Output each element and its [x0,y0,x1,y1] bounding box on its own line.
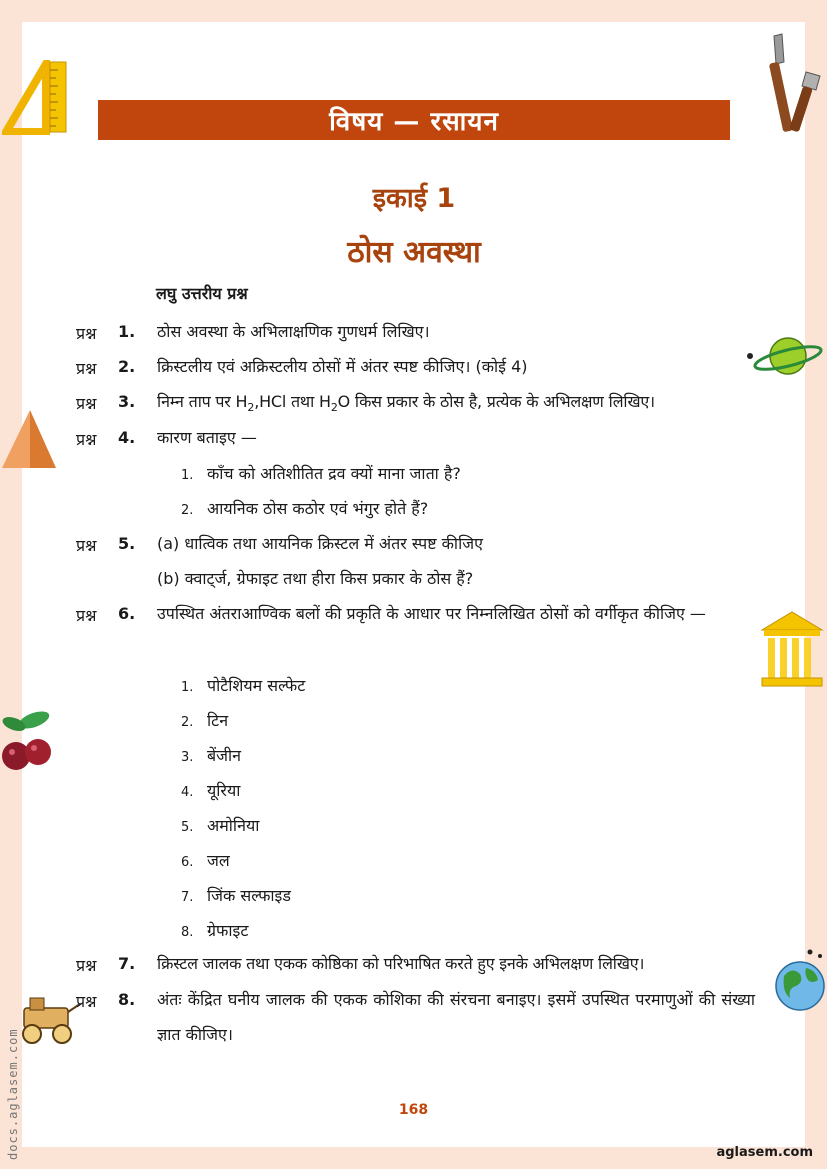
question-label: प्रश्न [76,536,97,555]
fruit-icon [0,706,56,778]
question-text: क्रिस्टलीय एवं अक्रिस्टलीय ठोसों में अंतर स्पष्ट कीजिए। (कोई 4) [157,357,528,376]
sub-item: 6. जल [181,851,230,870]
page-number: 168 [398,1102,429,1118]
question-text-b: (b) क्वाट्‌र्ज, ग्रेफाइट तथा हीरा किस प्रकार के ठोस हैं? [157,569,474,588]
question-number: 4. [118,428,136,447]
sub-item: 8. ग्रेफाइट [181,921,249,940]
question-text: उपस्थित अंतराआण्विक बलों की प्रकृति के आधार पर निम्नलिखित ठोसों को वर्गीकृत कीजिए — [157,604,706,623]
sub-item: 2. आयनिक ठोस कठोर एवं भंगुर होते हैं? [181,499,429,518]
question-text: क्रिस्टल जालक तथा एकक कोष्ठिका को परिभाषित करते हुए इनके अभिलक्षण लिखिए। [157,954,645,973]
question-text: ठोस अवस्था के अभिलाक्षणिक गुणधर्म लिखिए। [157,322,430,341]
sub-item: 1. काँच को अतिशीतित द्रव क्यों माना जाता है? [181,464,461,483]
question-number: 2. [118,357,136,376]
globe-icon [770,946,826,1014]
sub-item: 3. बेंजीन [181,746,242,765]
question-number: 6. [118,604,136,623]
pyramid-icon [0,408,58,470]
watermark: docs.aglasem.com [6,1028,20,1160]
question-number: 8. [118,990,136,1009]
sub-item: 4. यूरिया [181,781,241,800]
question-text: निम्न ताप पर $H_2,HCl$ तथा $H_2O$ किस प्रकार के ठोस है, प्रत्येक के अभिलक्षण लिखिए। [157,392,655,415]
question-text: (a) धात्विक तथा आयनिक क्रिस्टल में अंतर स्पष्ट कीजिए [157,534,483,553]
section-heading: लघु उत्तरीय प्रश्न [156,284,248,303]
question-number: 1. [118,322,136,341]
question-label: प्रश्न [76,359,97,378]
site-link[interactable]: aglasem.com [716,1145,813,1160]
question-label: प्रश्न [76,394,97,413]
question-label: प्रश्न [76,992,97,1011]
question-label: प्रश्न [76,606,97,625]
subject-banner: विषय — रसायन [98,100,730,140]
question-text: अंतः केंद्रित घनीय जालक की एकक कोशिका की संरचना बनाइए। इसमें उपस्थित परमाणुओं की संख्या ज्ञात कीजिए। [157,990,755,1044]
question-text: कारण बताइए — [157,428,257,447]
question-number: 5. [118,534,136,553]
sub-item: 7. जिंक सल्फाइड [181,886,291,905]
unit-name: ठोस अवस्था [347,235,481,270]
ruler-triangle-icon [2,60,70,135]
tools-icon [766,32,824,134]
planet-icon [744,330,824,382]
question-label: प्रश्न [76,324,97,343]
temple-icon [758,608,826,688]
sub-item: 1. पोटैशियम सल्फेट [181,676,306,695]
sub-item: 5. अमोनिया [181,816,260,835]
question-number: 7. [118,954,136,973]
question-label: प्रश्न [76,430,97,449]
vehicle-icon [16,992,82,1048]
unit-number: इकाई 1 [372,183,456,214]
question-label: प्रश्न [76,956,97,975]
sub-item: 2. टिन [181,711,229,730]
question-number: 3. [118,392,136,411]
